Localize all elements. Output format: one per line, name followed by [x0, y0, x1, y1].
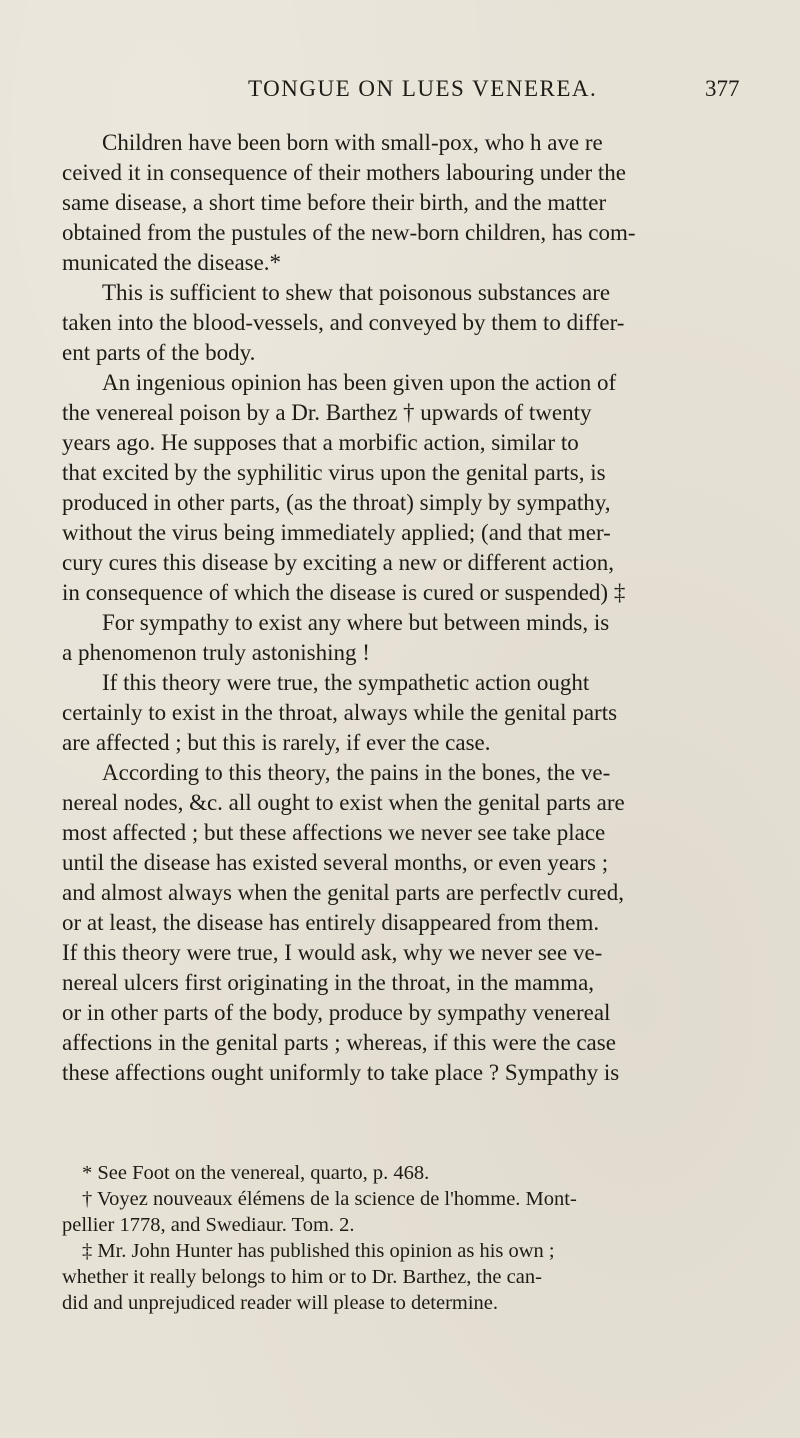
text-line: or in other parts of the body, produce by sympathy venereal — [62, 1000, 611, 1025]
footnote-line: † Voyez nouveaux élémens de la science de l'homme. Mont- — [82, 1188, 577, 1210]
footnote-line: ‡ Mr. John Hunter has published this opinion as his own ; — [82, 1240, 555, 1262]
text-line: in consequence of which the disease is cured or suspended) ‡ — [62, 580, 626, 605]
text-line: taken into the blood-vessels, and conveyed by them to differ- — [62, 310, 625, 335]
body-text — [62, 128, 796, 1088]
text-line: cury cures this disease by exciting a new or different action, — [62, 550, 615, 575]
footnotes — [62, 1160, 796, 1316]
text-line: same disease, a short time before their birth, and the matter — [62, 190, 607, 215]
running-title: TONGUE ON LUES VENEREA. — [248, 76, 598, 101]
footnote-line: did and unprejudiced reader will please to determine. — [62, 1292, 499, 1314]
footnote-line: whether it really belongs to him or to Dr. Barthez, the can- — [62, 1266, 542, 1288]
text-line: certainly to exist in the throat, always while the genital parts — [62, 700, 618, 725]
text-line: obtained from the pustules of the new-born children, has com- — [62, 220, 636, 245]
text-line: nereal ulcers first originating in the throat, in the mamma, — [62, 970, 595, 995]
text-line: An ingenious opinion has been given upon the action of — [102, 370, 617, 395]
text-line: or at least, the disease has entirely disappeared from them. — [62, 910, 600, 935]
text-line: produced in other parts, (as the throat) simply by sympathy, — [62, 490, 611, 515]
text-line: If this theory were true, I would ask, why we never see ve- — [62, 940, 603, 965]
text-line: nereal nodes, &c. all ought to exist when the genital parts are — [62, 790, 625, 815]
text-line: until the disease has existed several months, or even years ; — [62, 850, 609, 875]
text-line: If this theory were true, the sympathetic action ought — [102, 670, 590, 695]
text-line: affections in the genital parts ; whereas, if this were the case — [62, 1030, 616, 1055]
text-line: and almost always when the genital parts are perfectlv cured, — [62, 880, 624, 905]
text-line: ceived it in consequence of their mothers labouring under the — [62, 160, 626, 185]
text-line: a phenomenon truly astonishing ! — [62, 640, 370, 665]
text-line: ent parts of the body. — [62, 340, 256, 365]
text-line: most affected ; but these affections we never see take place — [62, 820, 606, 845]
text-line: According to this theory, the pains in the bones, the ve- — [102, 760, 611, 785]
text-line: This is sufficient to shew that poisonous substances are — [102, 280, 611, 305]
running-head — [0, 76, 800, 108]
text-line: these affections ought uniformly to take place ? Sympathy is — [62, 1060, 620, 1085]
text-line: without the virus being immediately applied; (and that mer- — [62, 520, 611, 545]
text-line: the venereal poison by a Dr. Barthez † upwards of twenty — [62, 400, 592, 425]
page-number: 377 — [705, 76, 740, 101]
text-line: are affected ; but this is rarely, if ever the case. — [62, 730, 491, 755]
text-line: For sympathy to exist any where but between minds, is — [102, 610, 610, 635]
text-line: years ago. He supposes that a morbific action, similar to — [62, 430, 579, 455]
text-line: that excited by the syphilitic virus upon the genital parts, is — [62, 460, 606, 485]
footnote-line: pellier 1778, and Swediaur. Tom. 2. — [62, 1214, 355, 1236]
text-line: municated the disease.* — [62, 250, 282, 275]
text-line: Children have been born with small-pox, who h ave re — [102, 130, 603, 155]
footnote-line: * See Foot on the venereal, quarto, p. 468. — [82, 1162, 430, 1184]
